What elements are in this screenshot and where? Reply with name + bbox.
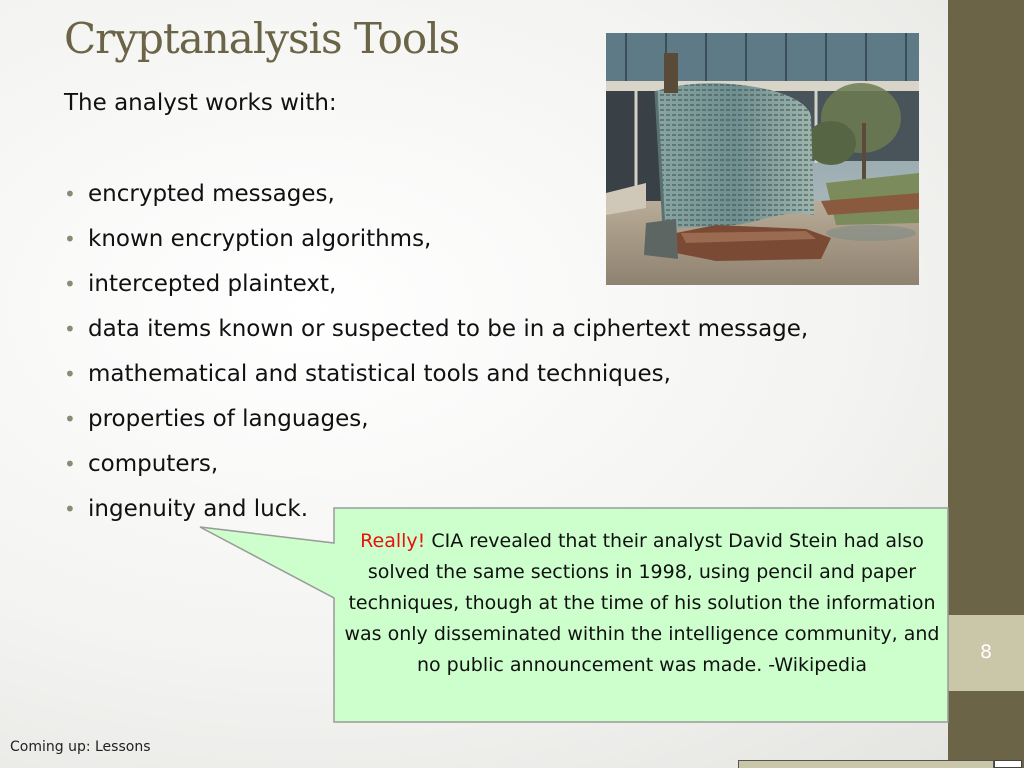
bullet-item: • encrypted messages, [64, 176, 808, 221]
slide-number: 8 [979, 641, 993, 663]
callout-highlight: Really! [360, 530, 426, 552]
bullet-item: • known encryption algorithms, [64, 221, 808, 266]
callout-body: CIA revealed that their analyst David Stein had also solved the same sections in 1998, using pencil and paper techniques, though at the time of his solution the information was only disseminated within the intelligence community, and no public announcement was made. -Wikipedia [344, 530, 940, 676]
slide-title: Cryptanalysis Tools [64, 14, 460, 63]
bullet-item: • intercepted plaintext, [64, 266, 808, 311]
bullet-item: • data items known or suspected to be in a ciphertext message, [64, 311, 808, 356]
bullet-item: • computers, [64, 446, 808, 491]
intro-text: The analyst works with: [64, 90, 337, 116]
bullet-item: • ingenuity and luck. [64, 491, 808, 536]
bullet-item: • properties of languages, [64, 401, 808, 446]
footer-text: Coming up: Lessons [10, 739, 151, 755]
bullet-item: • mathematical and statistical tools and techniques, [64, 356, 808, 401]
callout-text [340, 526, 944, 681]
